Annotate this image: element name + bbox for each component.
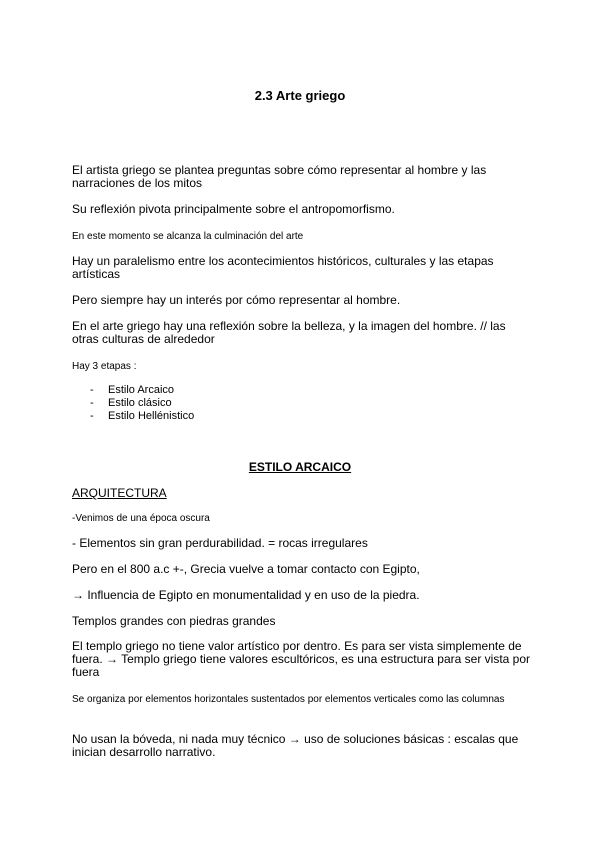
intro-paragraph-3: En este momento se alcanza la culminación del arte <box>72 231 304 242</box>
intro-paragraph-5: Pero siempre hay un interés por cómo representar al hombre. <box>72 293 401 307</box>
section-paragraph-6: El templo griego no tiene valor artístico por dentro. Es para ser vista simplemente de fuera. → Templo griego tiene valores escultóricos, es una estructura para ser vista por fuera <box>72 639 531 679</box>
list-item-label: Estilo Arcaico <box>108 384 175 396</box>
intro-paragraph-1: El artista griego se plantea preguntas sobre cómo representar al hombre y las narraciones de los mitos <box>72 163 487 190</box>
section-subtitle: ARQUITECTURA <box>72 486 167 500</box>
section-paragraph-4: → Influencia de Egipto en monumentalidad y en uso de la piedra. <box>72 588 420 602</box>
list-bullet: - <box>90 397 94 409</box>
section-paragraph-7: Se organiza por elementos horizontales sustentados por elementos verticales como las columnas <box>72 694 505 705</box>
intro-paragraph-4: Hay un paralelismo entre los acontecimientos históricos, culturales y las etapas artísticas <box>72 254 494 281</box>
section-title: ESTILO ARCAICO <box>248 460 352 474</box>
section-paragraph-8: No usan la bóveda, ni nada muy técnico → uso de soluciones básicas : escalas que inician desarrollo narrativo. <box>72 732 519 759</box>
intro-paragraph-7: Hay 3 etapas : <box>72 361 137 372</box>
list-item <box>90 384 194 397</box>
list-item <box>90 397 194 410</box>
section-paragraph-2: - Elementos sin gran perdurabilidad. = rocas irregulares <box>72 536 368 550</box>
list-bullet: - <box>90 384 94 396</box>
list-item-label: Estilo Hellénistico <box>108 410 195 422</box>
section-paragraph-1: -Venimos de una época oscura <box>72 513 210 524</box>
section-paragraph-5: Templos grandes con piedras grandes <box>72 614 276 628</box>
list-bullet: - <box>90 410 94 422</box>
section-paragraph-3: Pero en el 800 a.c +-, Grecia vuelve a tomar contacto con Egipto, <box>72 562 420 576</box>
page-title: 2.3 Arte griego <box>254 88 346 103</box>
list-item <box>90 410 194 423</box>
stages-list <box>90 384 194 423</box>
intro-paragraph-6: En el arte griego hay una reflexión sobre la belleza, y la imagen del hombre. // las otras culturas de alrededor <box>72 319 506 346</box>
intro-paragraph-2: Su reflexión pivota principalmente sobre el antropomorfismo. <box>72 202 395 216</box>
list-item-label: Estilo clásico <box>108 397 172 409</box>
